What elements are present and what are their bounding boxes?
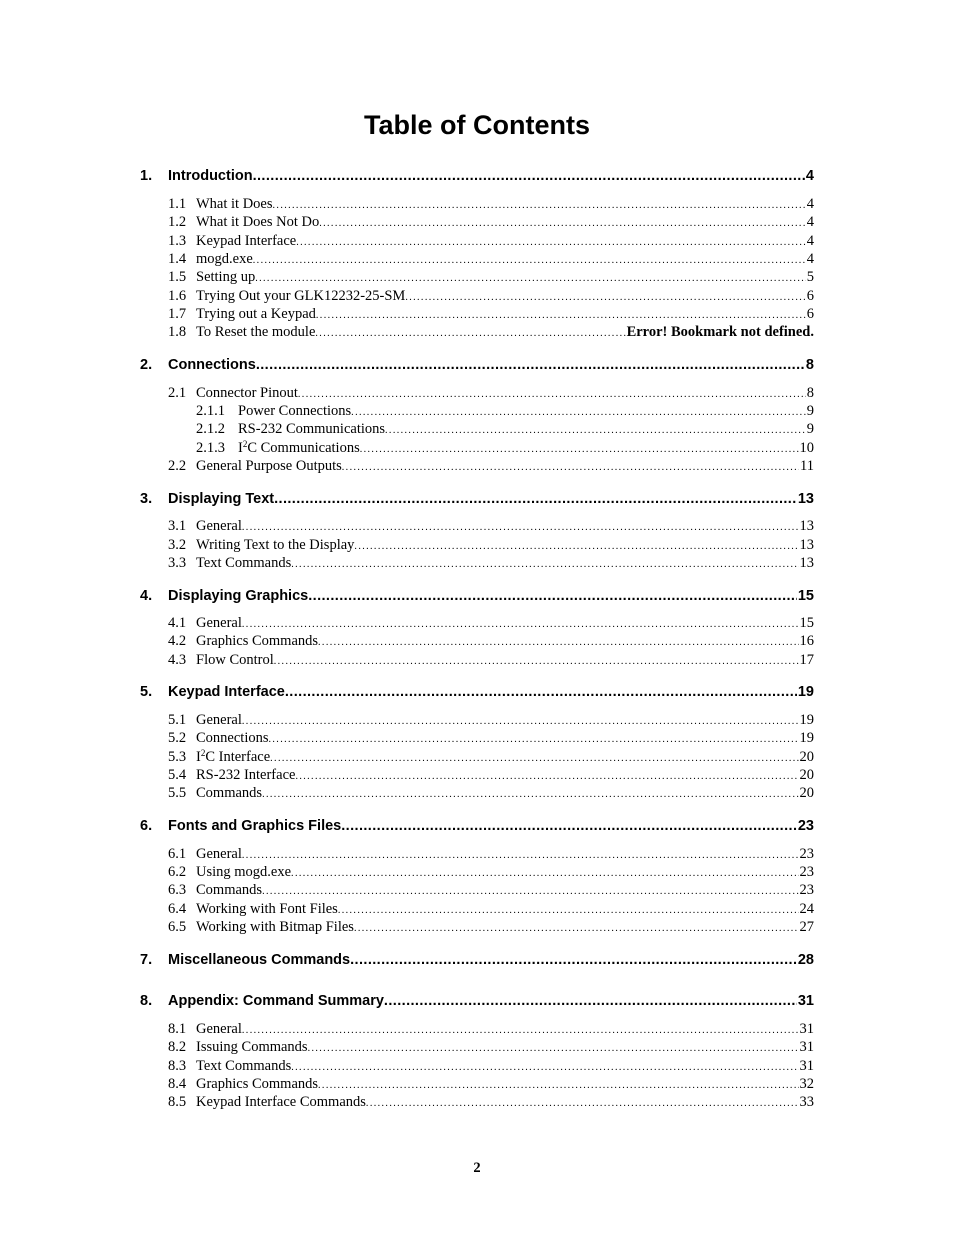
toc-leader-dots [242,1025,799,1036]
toc-leader-dots [338,905,799,916]
toc-entry-page: 20 [799,785,814,801]
toc-leader-dots [269,734,799,745]
page-title: Table of Contents [364,110,590,140]
toc-entry-number: 7. [140,952,153,968]
toc-entry-number: 1. [140,168,153,184]
toc-entry-number: 4. [140,588,153,604]
toc-entry-5-4[interactable] [168,767,814,787]
toc-entry-2-2[interactable] [168,458,814,478]
toc-entry-5-1[interactable] [168,712,814,732]
toc-entry-label: Appendix: Command Summary [168,993,384,1009]
toc-entry-label: Text Commands [196,555,292,571]
toc-entry-page: 8 [805,357,814,373]
toc-entry-page: 23 [797,818,814,834]
toc-entry-label: RS-232 Interface [196,767,296,783]
toc-entry-page: 4 [806,214,814,230]
toc-entry-number: 5.1 [168,712,187,728]
toc-leader-dots [351,407,806,418]
toc-entry-4-3[interactable] [168,652,814,672]
toc-leader-dots [242,716,799,727]
toc-entry-3[interactable] [140,491,814,511]
toc-entry-5-3[interactable] [168,749,814,769]
toc-entry-2-1-3[interactable] [196,440,814,460]
toc-entry-label: $I^2C$ Interface [196,749,271,765]
toc-entry-label: Trying out a Keypad [196,306,316,322]
toc-entry-page: 20 [799,767,814,783]
toc-entry-label: Flow Control [196,652,274,668]
toc-entry-label: General Purpose Outputs [196,458,342,474]
toc-entry-page: 28 [797,952,814,968]
toc-entry-1-7[interactable] [168,306,814,326]
toc-leader-dots [318,1080,798,1091]
toc-entry-page: 10 [799,440,814,456]
toc-leader-dots [255,273,806,284]
toc-entry-page: 19 [799,712,814,728]
toc-entry-number: 2.1.3 [196,440,225,456]
toc-entry-4[interactable] [140,588,814,608]
toc-leader-dots [298,389,806,400]
toc-entry-label: Keypad Interface [168,684,285,700]
toc-leader-dots [342,462,799,473]
toc-entry-page: 19 [799,730,814,746]
toc-leader-dots [262,886,798,897]
toc-entry-label: Displaying Graphics [168,588,309,604]
toc-entry-number: 2.1.1 [196,403,225,419]
toc-entry-page: 6 [806,288,814,304]
toc-entry-8[interactable] [140,993,814,1013]
toc-leader-dots [291,868,798,879]
toc-entry-page: 4 [806,196,814,212]
toc-leader-dots [385,425,806,436]
toc-entry-page: 17 [799,652,814,668]
toc-entry-7[interactable] [140,952,814,972]
toc-leader-dots [350,952,797,968]
toc-entry-page: 13 [799,555,814,571]
toc-entry-page: 13 [799,537,814,553]
toc-entry-page: 31 [799,1058,814,1074]
toc-entry-1-2[interactable] [168,214,814,234]
toc-entry-label: Displaying Text [168,491,275,507]
toc-entry-label: Keypad Interface Commands [196,1094,366,1110]
toc-entry-page: 16 [799,633,814,649]
toc-entry-page: 9 [806,421,814,437]
toc-entry-label: Commands [196,785,263,801]
toc-entry-6-1[interactable] [168,846,814,866]
toc-leader-dots [341,818,797,834]
toc-entry-page: 31 [799,1021,814,1037]
toc-leader-dots [242,850,799,861]
toc-entry-number: 6.2 [168,864,187,880]
toc-entry-number: 8.3 [168,1058,187,1074]
toc-entry-number: 5.3 [168,749,187,765]
toc-entry-2-1[interactable] [168,385,814,405]
toc-entry-3-3[interactable] [168,555,814,575]
toc-entry-number: 6.4 [168,901,187,917]
toc-leader-dots [384,993,797,1009]
toc-entry-label: Working with Font Files [196,901,338,917]
toc-entry-page: 9 [806,403,814,419]
toc-entry-label: Keypad Interface [196,233,297,249]
toc-entry-number: 5.4 [168,767,187,783]
toc-entry-label: Text Commands [196,1058,292,1074]
toc-entry-page: 24 [799,901,814,917]
toc-entry-number: 4.1 [168,615,187,631]
toc-entry-page: 13 [797,491,814,507]
toc-entry-8-3[interactable] [168,1058,814,1078]
toc-entry-2-1-2[interactable] [196,421,814,441]
toc-entry-4-2[interactable] [168,633,814,653]
toc-entry-label: What it Does [196,196,273,212]
toc-entry-number: 1.4 [168,251,187,267]
toc-entry-label: RS-232 Communications [238,421,386,437]
toc-entry-number: 1.8 [168,324,187,340]
toc-entry-number: 2. [140,357,153,373]
toc-entry-label: mogd.exe [196,251,253,267]
toc-leader-dots [270,753,798,764]
toc-entry-1-4[interactable] [168,251,814,271]
toc-entry-page: 20 [799,749,814,765]
toc-entry-page: 15 [797,588,814,604]
toc-leader-dots [315,328,625,339]
toc-entry-number: 1.2 [168,214,187,230]
toc-entry-8-4[interactable] [168,1076,814,1096]
toc-entry-5-2[interactable] [168,730,814,750]
toc-entry-number: 6. [140,818,153,834]
toc-entry-number: 8. [140,993,153,1009]
toc-entry-label: Trying Out your GLK12232-25-SM [196,288,406,304]
toc-entry-6-3[interactable] [168,882,814,902]
toc-entry-label: Miscellaneous Commands [168,952,351,968]
toc-entry-page: 27 [799,919,814,935]
toc-entry-5-5[interactable] [168,785,814,805]
toc-entry-6-5[interactable] [168,919,814,939]
toc-entry-number: 8.5 [168,1094,187,1110]
toc-entry-label: Connector Pinout [196,385,298,401]
toc-entry-number: 4.2 [168,633,187,649]
toc-entry-page: 4 [806,233,814,249]
toc-entry-2[interactable] [140,357,814,377]
toc-entry-number: 2.1 [168,385,187,401]
toc-entry-number: 1.1 [168,196,187,212]
toc-entry-6-2[interactable] [168,864,814,884]
toc-leader-dots [319,218,806,229]
toc-entry-label: Connections [196,730,269,746]
toc-entry-8-1[interactable] [168,1021,814,1041]
toc-leader-dots [405,292,805,303]
toc-entry-page: 4 [806,251,814,267]
toc-leader-dots [253,168,805,184]
toc-entry-5[interactable] [140,684,814,704]
toc-leader-dots [316,310,806,321]
toc-entry-label: General [196,1021,242,1037]
page-number: 2 [473,1160,481,1176]
toc-entry-6-4[interactable] [168,901,814,921]
toc-leader-dots [262,789,798,800]
toc-entry-1-1[interactable] [168,196,814,216]
toc-entry-label: To Reset the module [196,324,316,340]
toc-entry-label: General [196,518,242,534]
toc-entry-label: Writing Text to the Display [196,537,355,553]
toc-leader-dots [308,588,797,604]
toc-entry-label: Power Connections [238,403,352,419]
toc-leader-dots [291,1062,798,1073]
toc-entry-number: 5. [140,684,153,700]
toc-entry-number: 3.1 [168,518,187,534]
toc-entry-page: 5 [806,269,814,285]
toc-entry-page: 19 [797,684,814,700]
toc-entry-page: 31 [797,993,814,1009]
toc-leader-dots [308,1043,799,1054]
toc-entry-page: 6 [806,306,814,322]
toc-entry-8-5[interactable] [168,1094,814,1114]
toc-entry-number: 2.1.2 [196,421,225,437]
toc-entry-1-8[interactable] [168,324,814,344]
toc-entry-number: 1.6 [168,288,187,304]
toc-entry-number: 6.3 [168,882,187,898]
toc-entry-number: 1.5 [168,269,187,285]
toc-entry-1[interactable] [140,168,814,188]
toc-entry-label: Working with Bitmap Files [196,919,354,935]
toc-entry-number: 1.7 [168,306,187,322]
toc-entry-number: 3.3 [168,555,187,571]
toc-entry-page: 4 [805,168,814,184]
toc-entry-page: 31 [799,1039,814,1055]
toc-entry-page: 23 [799,882,814,898]
toc-entry-number: 5.2 [168,730,187,746]
toc-entry-page: 13 [799,518,814,534]
toc-entry-page: 11 [800,458,814,474]
toc-entry-6[interactable] [140,818,814,838]
toc-entry-label: Graphics Commands [196,1076,319,1092]
toc-entry-label: Fonts and Graphics Files [168,818,342,834]
toc-entry-label: General [196,615,242,631]
toc-entry-label: General [196,712,242,728]
toc-entry-page: 33 [799,1094,814,1110]
toc-entry-page: 15 [799,615,814,631]
toc-entry-2-1-1[interactable] [196,403,814,423]
toc-leader-dots [253,255,806,266]
toc-entry-number: 5.5 [168,785,187,801]
toc-entry-label: $I^2C$ Communications [238,440,360,456]
toc-leader-dots [360,444,799,455]
toc-entry-number: 3. [140,491,153,507]
toc-entry-1-5[interactable] [168,269,814,289]
toc-entry-1-6[interactable] [168,288,814,308]
toc-entry-label: Commands [196,882,263,898]
toc-entry-number: 8.2 [168,1039,187,1055]
toc-entry-page: Error! Bookmark not defined. [626,324,814,340]
toc-entry-label: Using mogd.exe [196,864,292,880]
toc-entry-number: 8.4 [168,1076,187,1092]
toc-leader-dots [274,656,799,667]
toc-leader-dots [366,1098,799,1109]
toc-entry-page: 32 [799,1076,814,1092]
toc-leader-dots [273,200,806,211]
toc-entry-3-1[interactable] [168,518,814,538]
toc-leader-dots [242,619,799,630]
toc-entry-label: Connections [168,357,256,373]
toc-entry-1-3[interactable] [168,233,814,253]
toc-entry-label: What it Does Not Do [196,214,320,230]
toc-entry-label: Setting up [196,269,256,285]
toc-entry-number: 8.1 [168,1021,187,1037]
toc-entry-number: 6.1 [168,846,187,862]
toc-entry-number: 1.3 [168,233,187,249]
toc-leader-dots [295,771,798,782]
toc-entry-page: 23 [799,864,814,880]
toc-leader-dots [256,357,805,373]
toc-leader-dots [354,923,799,934]
toc-entry-page: 23 [799,846,814,862]
toc-leader-dots [274,491,797,507]
toc-entry-page: 8 [806,385,814,401]
toc-entry-number: 3.2 [168,537,187,553]
toc-leader-dots [242,522,799,533]
toc-entry-3-2[interactable] [168,537,814,557]
toc-entry-8-2[interactable] [168,1039,814,1059]
toc-entry-number: 2.2 [168,458,187,474]
toc-leader-dots [354,541,798,552]
toc-entry-label: General [196,846,242,862]
toc-entry-label: Issuing Commands [196,1039,308,1055]
toc-leader-dots [285,684,797,700]
toc-entry-label: Graphics Commands [196,633,319,649]
toc-leader-dots [291,559,798,570]
toc-entry-4-1[interactable] [168,615,814,635]
toc-entry-number: 6.5 [168,919,187,935]
toc-leader-dots [296,237,806,248]
toc-entry-label: Introduction [168,168,253,184]
toc-entry-number: 4.3 [168,652,187,668]
toc-leader-dots [318,637,798,648]
